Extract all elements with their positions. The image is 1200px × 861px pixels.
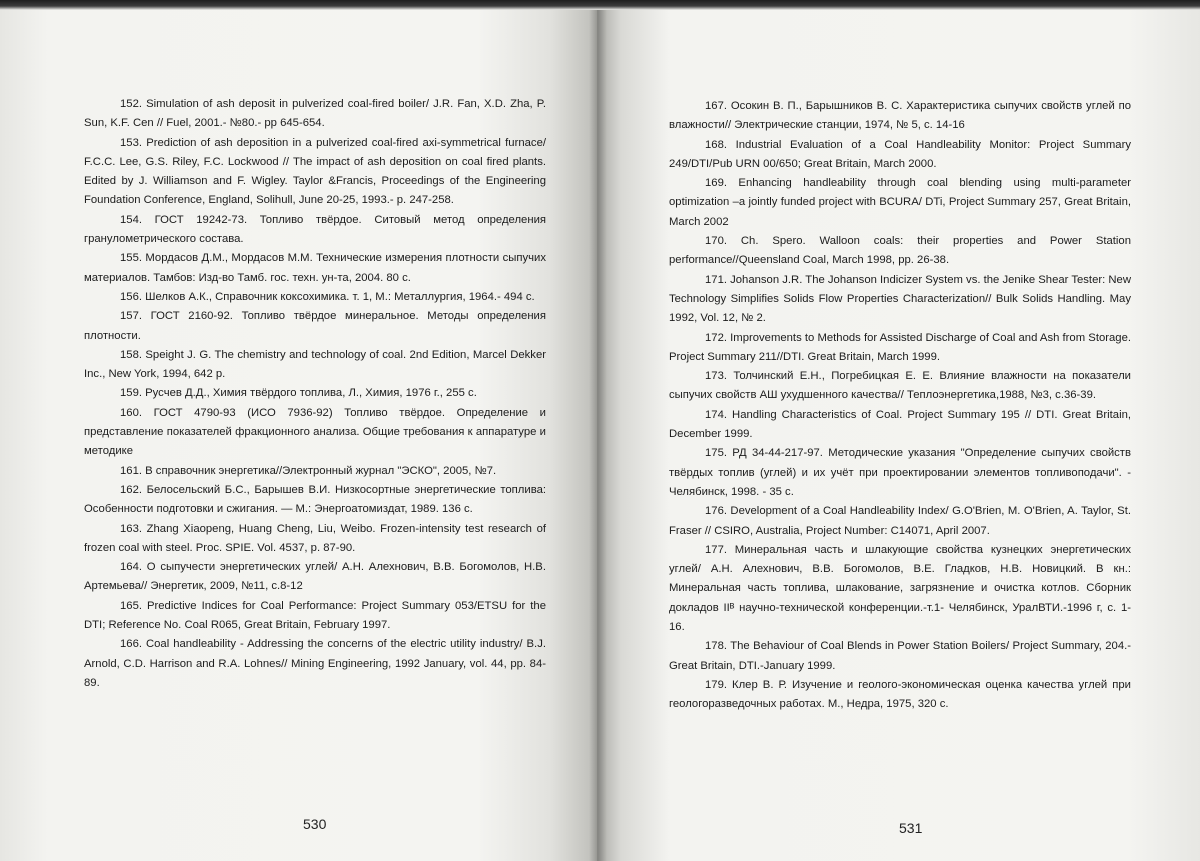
- page-number-right: 531: [899, 820, 922, 836]
- reference-list-right: [669, 97, 1131, 715]
- reference-item: 158. Speight J. G. The chemistry and technology of coal. 2nd Edition, Marcel Dekker Inc., New York, 1994, 642 p.: [84, 346, 546, 385]
- right-page: [597, 10, 1200, 861]
- reference-item: 173. Толчинский Е.Н., Погребицкая Е. Е. Влияние влажности на показатели сыпучих свойств АШ ухудшенного качества// Теплоэнергетика,1988, №3, с.36-39.: [669, 367, 1131, 406]
- reference-item: 177. Минеральная часть и шлакующие свойства кузнецких энергетических углей/ А.Н. Алехнович, В.В. Богомолов, В.Е. Гладков, Н.В. Новицкий. В кн.: Минеральная часть топлива, шлакование, загрязнение и очистка котлов. Сборник докладов IIᴮ научно-технической конференции.-т.1- Челябинск, УралВТИ.-1996 г, с. 1-16.: [669, 541, 1131, 637]
- reference-item: 163. Zhang Xiaopeng, Huang Cheng, Liu, Weibo. Frozen-intensity test research of frozen coal with steel. Proc. SPIE. Vol. 4537, p. 87-90.: [84, 520, 546, 559]
- reference-list-left: [84, 95, 546, 693]
- reference-item: 159. Русчев Д.Д., Химия твёрдого топлива, Л., Химия, 1976 г., 255 с.: [84, 384, 546, 403]
- reference-item: 154. ГОСТ 19242-73. Топливо твёрдое. Ситовый метод определения гранулометрического состава.: [84, 211, 546, 250]
- reference-item: 156. Шелков А.К., Справочник коксохимика. т. 1, М.: Металлургия, 1964.- 494 с.: [84, 288, 546, 307]
- reference-item: 176. Development of a Coal Handleability Index/ G.O'Brien, M. O'Brien, A. Taylor, St. Fraser // CSIRO, Australia, Project Number: C14071, April 2007.: [669, 502, 1131, 541]
- reference-item: 153. Prediction of ash deposition in a pulverized coal-fired axi-symmetrical furnace/ F.C.C. Lee, G.S. Riley, F.C. Lockwood // The impact of ash deposition on coal fired plants. Edited by J. Williamson and F. Wigley. Taylor &Francis, Proceedings of the Engineering Foundation Conference, England, Solihull, June 20-25, 1993.- p. 247-258.: [84, 134, 546, 211]
- top-edge: [0, 0, 1200, 10]
- reference-item: 161. В справочник энергетика//Электронный журнал "ЭСКО", 2005, №7.: [84, 462, 546, 481]
- reference-item: 169. Enhancing handleability through coal blending using multi-parameter optimization –a jointly funded project with BCURA/ DTi, Project Summary 257, Great Britain, March 2002: [669, 174, 1131, 232]
- book-gutter: [589, 10, 607, 861]
- reference-item: 179. Клер В. Р. Изучение и геолого-экономическая оценка качества углей при геологоразведочных работах. М., Недра, 1975, 320 с.: [669, 676, 1131, 715]
- page-number-left: 530: [303, 816, 326, 832]
- reference-item: 152. Simulation of ash deposit in pulverized coal-fired boiler/ J.R. Fan, X.D. Zha, P. Sun, K.F. Cen // Fuel, 2001.- №80.- pp 645-654.: [84, 95, 546, 134]
- reference-item: 162. Белосельский Б.С., Барышев В.И. Низкосортные энергетические топлива: Особенности подготовки и сжигания. — М.: Энергоатомиздат, 1989. 136 с.: [84, 481, 546, 520]
- reference-item: 165. Predictive Indices for Coal Performance: Project Summary 053/ETSU for the DTI; Reference No. Coal R065, Great Britain, February 1997.: [84, 597, 546, 636]
- reference-item: 175. РД 34-44-217-97. Методические указания "Определение сыпучих свойств твёрдых топлив (углей) и их учёт при проектировании элементов топливоподачи". - Челябинск, 1998. - 35 с.: [669, 444, 1131, 502]
- reference-item: 174. Handling Characteristics of Coal. Project Summary 195 // DTI. Great Britain, December 1999.: [669, 406, 1131, 445]
- reference-item: 168. Industrial Evaluation of a Coal Handleability Monitor: Project Summary 249/DTI/Pub URN 00/650; Great Britain, March 2000.: [669, 136, 1131, 175]
- reference-item: 172. Improvements to Methods for Assisted Discharge of Coal and Ash from Storage. Project Summary 211//DTI. Great Britain, March 1999.: [669, 329, 1131, 368]
- reference-item: 157. ГОСТ 2160-92. Топливо твёрдое минеральное. Методы определения плотности.: [84, 307, 546, 346]
- book-spread: [0, 0, 1200, 861]
- reference-item: 166. Coal handleability - Addressing the concerns of the electric utility industry/ B.J. Arnold, C.D. Harrison and R.A. Lohnes// Mining Engineering, 1992 January, vol. 44, pp. 84-89.: [84, 635, 546, 693]
- reference-item: 155. Мордасов Д.М., Мордасов М.М. Технические измерения плотности сыпучих материалов. Тамбов: Изд-во Тамб. гос. техн. ун-та, 2004. 80 с.: [84, 249, 546, 288]
- reference-item: 160. ГОСТ 4790-93 (ИСО 7936-92) Топливо твёрдое. Определение и представление показателей фракционного анализа. Общие требования к аппаратуре и методике: [84, 404, 546, 462]
- reference-item: 171. Johanson J.R. The Johanson Indicizer System vs. the Jenike Shear Tester: New Technology Simplifies Solids Flow Properties Characterization// Bulk Solids Handling. May 1992, Vol. 12, № 2.: [669, 271, 1131, 329]
- reference-item: 170. Ch. Spero. Walloon coals: their properties and Power Station performance//Queensland Coal, March 1998, pp. 26-38.: [669, 232, 1131, 271]
- reference-item: 164. О сыпучести энергетических углей/ А.Н. Алехнович, В.В. Богомолов, Н.В. Артемьева// Энергетик, 2009, №11, с.8-12: [84, 558, 546, 597]
- reference-item: 178. The Behaviour of Coal Blends in Power Station Boilers/ Project Summary, 204.- Great Britain, DTI.-January 1999.: [669, 637, 1131, 676]
- reference-item: 167. Осокин В. П., Барышников В. С. Характеристика сыпучих свойств углей по влажности// Электрические станции, 1974, № 5, с. 14-16: [669, 97, 1131, 136]
- left-page: [0, 10, 597, 861]
